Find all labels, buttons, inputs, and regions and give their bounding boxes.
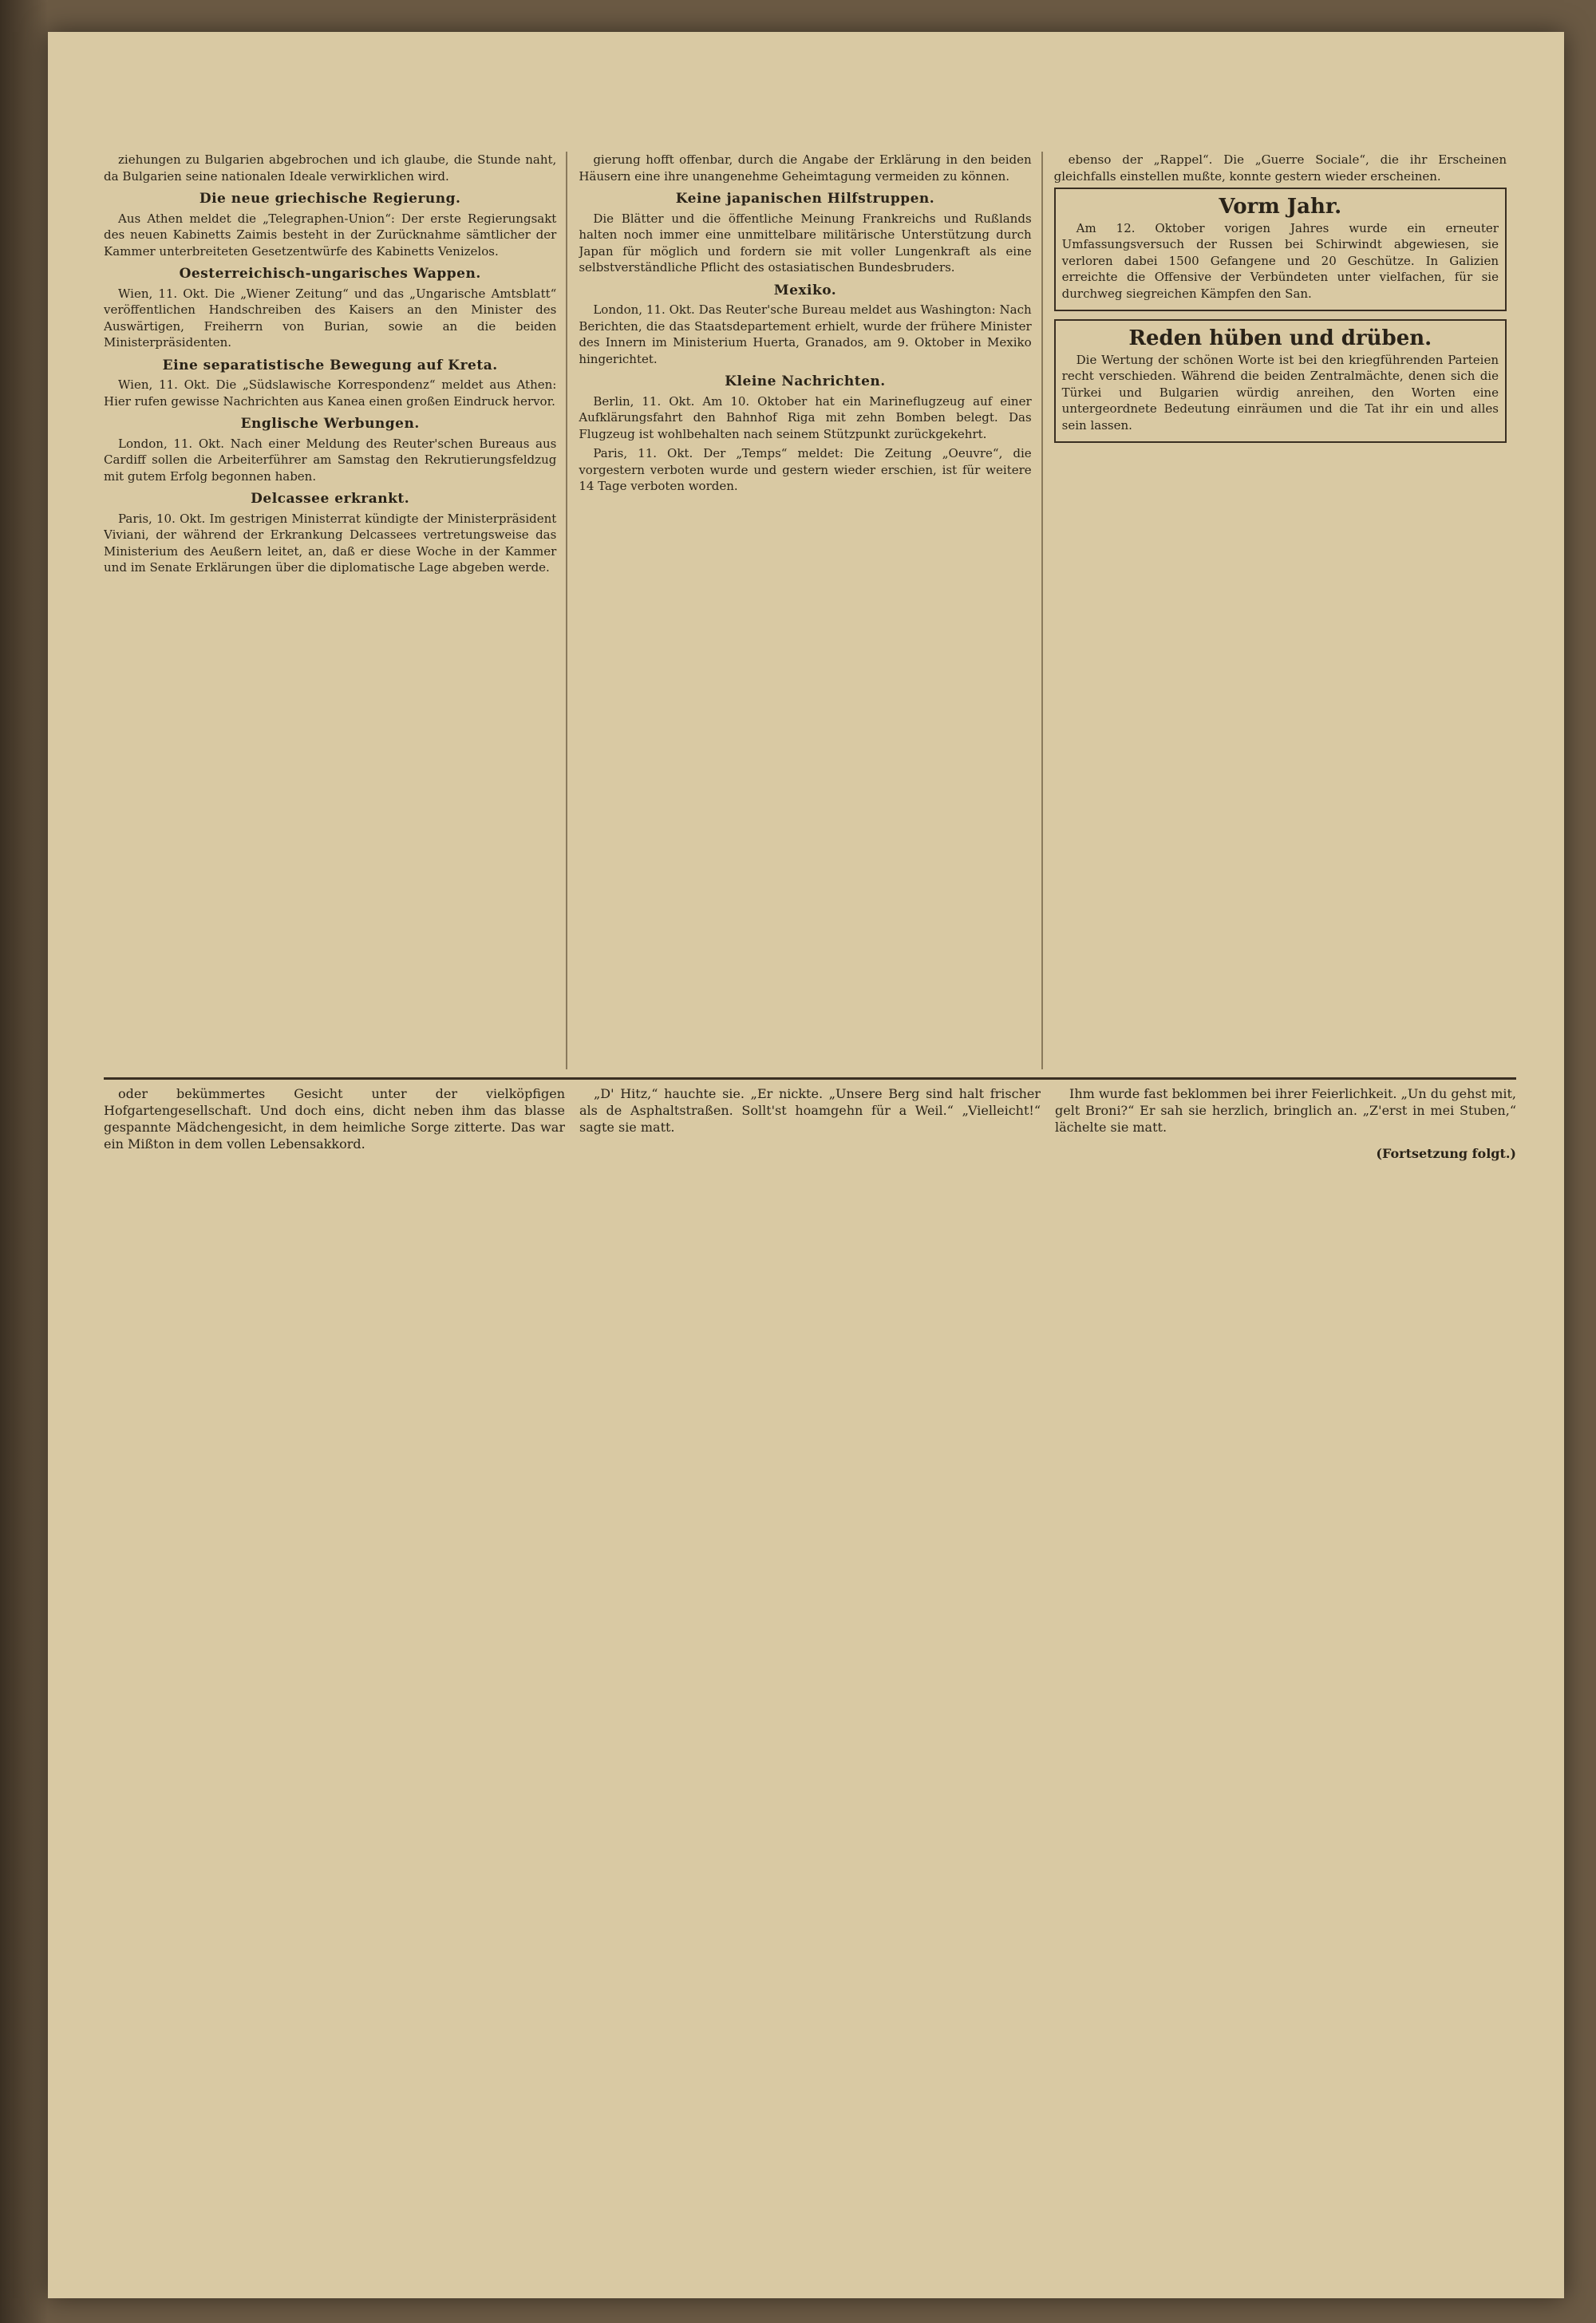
article-text: Paris, 11. Okt. Der „Temps“ meldet: Die Zeitung „Oeuvre“, die vorgestern verboten wurde und gestern wieder erschien, ist für weitere 14 Tage verboten worden.: [579, 446, 1032, 493]
reden-box: [1054, 319, 1507, 443]
article-text: Wien, 11. Okt. Die „Südslawische Korrespondenz“ meldet aus Athen: Hier rufen gewisse Nachrichten aus Kanea einen großen Eindruck hervor.: [104, 377, 557, 409]
box-heading: Reden hüben und drüben.: [1128, 326, 1432, 350]
article-heading: Keine japanischen Hilfstruppen.: [675, 191, 935, 207]
box-text: Die Wertung der schönen Worte ist bei den kriegführenden Parteien recht verschieden. Während die beiden Zentralmächte, denen sich die Türkei und Bulgarien würdig anreihen, den Worten eine untergeordnete Bedeutung einräumen und die Tat ihr ein und alles sein lassen.: [1061, 352, 1499, 433]
intro-text: ebenso der „Rappel“. Die „Guerre Sociale“, die ihr Erscheinen gleichfalls einstellen mußte, konnte gestern wieder erscheinen.: [1053, 152, 1507, 184]
article-text: London, 11. Okt. Das Reuter'sche Bureau meldet aus Washington: Nach Berichten, die das Staatsdepartement erhielt, wurde der frühere Minister des Innern im Ministerium Huerta, Granados, am 9. Oktober in Mexiko hingerichtet.: [579, 302, 1032, 366]
article-text: London, 11. Okt. Nach einer Meldung des Reuter'schen Bureaus aus Cardiff sollen die Arbeiterführer am Samstag den Rekrutierungsfeldzug mit gutem Erfolg begonnen haben.: [104, 436, 557, 484]
column-3: [1054, 152, 1516, 1069]
article-heading: Delcassee erkrankt.: [251, 491, 410, 507]
vorm-jahr-box: [1054, 188, 1507, 311]
article-heading: Mexiko.: [773, 282, 837, 298]
article-text: Aus Athen meldet die „Telegraphen-Union“: Der erste Regierungsakt des neuen Kabinetts Zaimis besteht in der Zurücknahme sämtlicher der Kammer unterbreiteten Gesetzentwürfe des Kabinetts Venizelos.: [104, 211, 557, 259]
feuilleton-column-1: [104, 1085, 565, 2203]
feuilleton: [104, 1085, 1516, 2203]
news-columns: [104, 152, 1516, 1069]
article-text: Wien, 11. Okt. Die „Wiener Zeitung“ und das „Ungarische Amtsblatt“ veröffentlichen Handschreiben des Kaisers an den Minister des Auswärtigen, Freiherrn von Burian, sowie an die beiden Ministerpräsidenten.: [104, 286, 557, 350]
continuation-note: (Fortsetzung folgt.): [1376, 1146, 1516, 1161]
intro-text: ziehungen zu Bulgarien abgebrochen und ich glaube, die Stunde naht, da Bulgarien seine nationalen Ideale verwirklichen wird.: [104, 152, 557, 184]
book-spine: [0, 0, 48, 2323]
box-text: Am 12. Oktober vorigen Jahres wurde ein erneuter Umfassungsversuch der Russen bei Schirwindt abgewiesen, sie verloren dabei 1500 Gefangene und 20 Geschütze. In Galizien erreichte die Offensive der Verbündeten unter vielfachen, für sie durchweg siegreichen Kämpfen den San.: [1061, 220, 1499, 301]
article-heading: Oesterreichisch-ungarisches Wappen.: [179, 266, 481, 282]
feuilleton-divider: [104, 1077, 1516, 1080]
story-text: „D' Hitz,“ hauchte sie. „Er nickte. „Unsere Berg sind halt frischer als de Asphaltstraßen. Sollt'st hoamgehn für a Weil.“ „Vielleicht!“ sagte sie matt.: [579, 1086, 1041, 1135]
article-heading: Kleine Nachrichten.: [725, 373, 886, 389]
article-text: Berlin, 11. Okt. Am 10. Oktober hat ein Marineflugzeug auf einer Aufklärungsfahrt den Bahnhof Riga mit zehn Bomben belegt. Das Flugzeug ist wohlbehalten nach seinem Stützpunkt zurückgekehrt.: [579, 393, 1032, 441]
article-text: Die Blätter und die öffentliche Meinung Frankreichs und Rußlands halten noch immer eine unmittelbare militärische Unterstützung durch Japan für möglich und fordern sie mit voller Lungenkraft als eine selbstverständliche Pflicht des ostasiatischen Bundesbruders.: [579, 211, 1032, 275]
intro-text: gierung hofft offenbar, durch die Angabe der Erklärung in den beiden Häusern eine ihre unangenehme Geheimtagung vermeiden zu können.: [579, 152, 1032, 184]
story-text: oder bekümmertes Gesicht unter der vielköpfigen Hofgartengesellschaft. Und doch eins, dicht neben ihm das blasse gespannte Mädchengesicht, in dem heimliche Sorge zitterte. Das war ein Mißton in dem vollen Lebensakkord.: [104, 1086, 565, 1152]
article-heading: Eine separatistische Bewegung auf Kreta.: [162, 357, 498, 373]
story-text: Ihm wurde fast beklommen bei ihrer Feierlichkeit. „Un du gehst mit, gelt Broni?“ Er sah sie herzlich, bringlich an. „Z'erst in mei Stuben,“ lächelte sie matt.: [1055, 1086, 1516, 1135]
column-2: [579, 152, 1042, 1069]
article-heading: Die neue griechische Regierung.: [199, 191, 461, 207]
feuilleton-column-2: [579, 1085, 1041, 2203]
article-heading: Englische Werbungen.: [240, 416, 420, 432]
box-heading: Vorm Jahr.: [1219, 195, 1342, 219]
feuilleton-column-3: [1055, 1085, 1516, 2203]
article-text: Paris, 10. Okt. Im gestrigen Ministerrat kündigte der Ministerpräsident Viviani, der während der Erkrankung Delcassees vertretungsweise das Ministerium des Aeußern leitet, an, daß er diese Woche in der Kammer und im Senate Erklärungen über die diplomatische Lage abgeben werde.: [104, 511, 557, 575]
column-1: [104, 152, 567, 1069]
